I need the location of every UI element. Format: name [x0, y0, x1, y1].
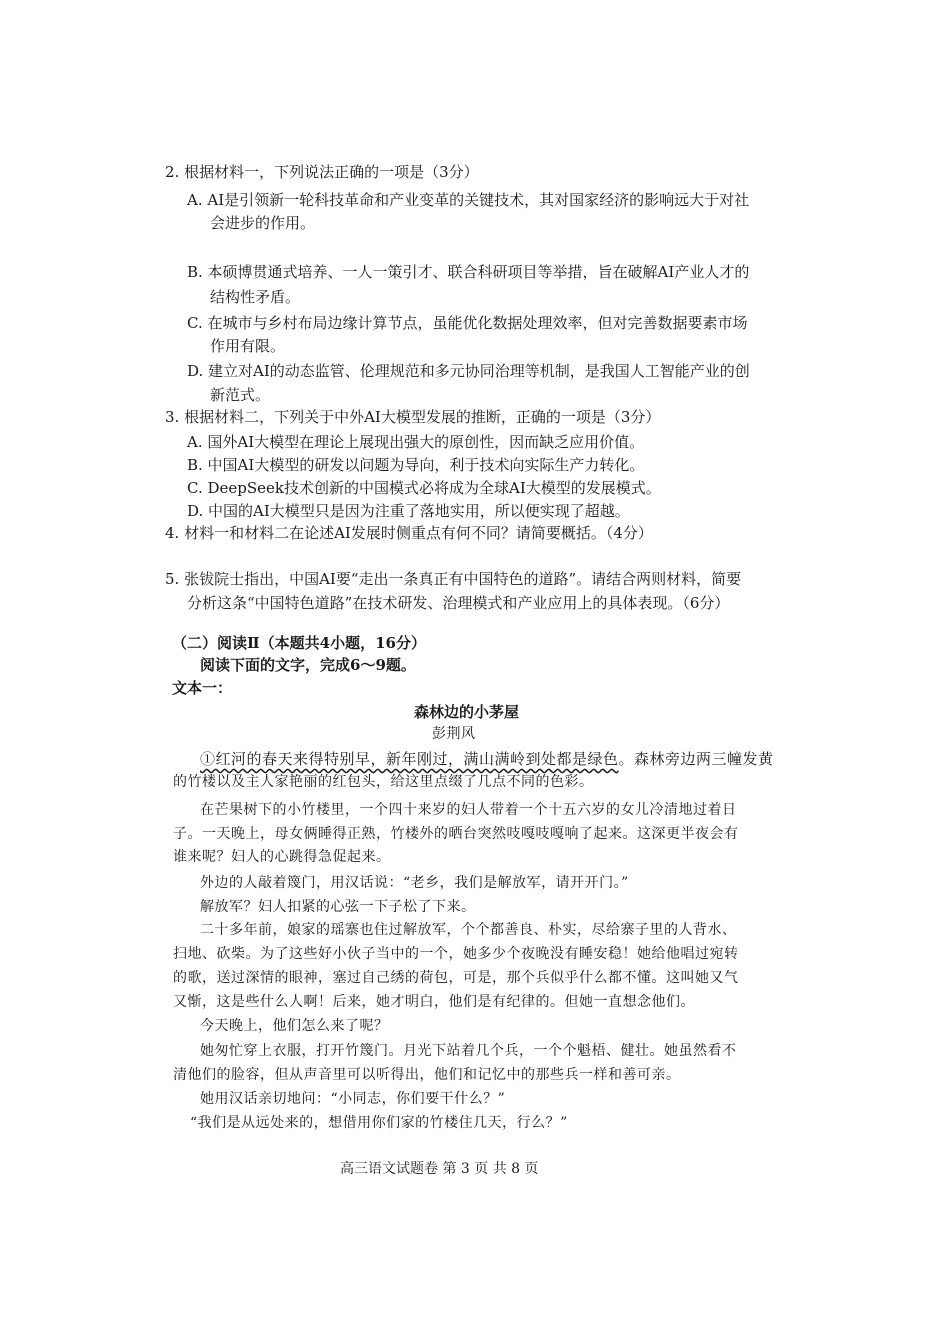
q3-option-a: A. 国外AI大模型在理论上展现出强大的原创性，因而缺乏应用价值。 — [187, 433, 645, 451]
q5-stem-line2: 分析这条“中国特色道路”在技术研发、治理模式和产业应用上的具体表现。（6分） — [187, 594, 730, 612]
underlined-sentence: ①红河的春天来得特别早，新年刚过，满山满岭到处都是绿色 — [200, 750, 619, 768]
q3-stem: 3. 根据材料二，下列关于中外AI大模型发展的推断，正确的一项是（3分） — [165, 408, 661, 426]
q2-option-a-line2: 会进步的作用。 — [210, 214, 316, 232]
paragraph-2-line3: 谁来呢？妇人的心跳得急促起来。 — [173, 849, 391, 865]
story-author: 彭荆风 — [432, 726, 476, 742]
paragraph-2-line2: 子。一天晚上，母女俩睡得正熟，竹楼外的晒台突然吱嘎吱嘎响了起来。这深更半夜会有 — [173, 826, 739, 842]
q2-stem: 2. 根据材料一，下列说法正确的一项是（3分） — [165, 163, 479, 181]
section-instruction: 阅读下面的文字，完成6～9题。 — [200, 656, 416, 674]
q3-option-b: B. 中国AI大模型的研发以问题为导向，利于技术向实际生产力转化。 — [187, 456, 645, 474]
paragraph-9: “我们是从远处来的，想借用你们家的竹楼住几天，行么？” — [190, 1115, 568, 1131]
q3-option-d: D. 中国的AI大模型只是因为注重了落地实用，所以便实现了超越。 — [187, 502, 630, 520]
q2-option-d-line2: 新范式。 — [210, 386, 271, 404]
paragraph-1-line2: 的竹楼以及主人家艳丽的红包头，给这里点缀了几点不同的色彩。 — [173, 774, 594, 790]
q2-option-c-line2: 作用有限。 — [210, 337, 286, 355]
q3-option-c: C. DeepSeek技术创新的中国模式必将成为全球AI大模型的发展模式。 — [187, 479, 661, 497]
q2-option-b-line1: B. 本硕博贯通式培养、一人一策引才、联合科研项目等举措，旨在破解AI产业人才的 — [187, 263, 750, 281]
paragraph-5-line4: 又惭，这是些什么人啊！后来，她才明白，他们是有纪律的。但她一直想念他们。 — [173, 994, 695, 1010]
q2-option-b-line2: 结构性矛盾。 — [210, 288, 301, 306]
paragraph-4: 解放军？妇人扣紧的心弦一下子松了下来。 — [200, 899, 476, 915]
q2-option-c-line1: C. 在城市与乡村布局边缘计算节点，虽能优化数据处理效率，但对完善数据要素市场 — [187, 314, 748, 332]
text-label: 文本一： — [172, 679, 233, 697]
q4-stem: 4. 材料一和材料二在论述AI发展时侧重点有何不同？请简要概括。（4分） — [165, 524, 653, 542]
paragraph-7-line2: 清他们的脸容，但从声音里可以听得出，他们和记忆中的那些兵一样和善可亲。 — [173, 1067, 681, 1083]
q5-stem-line1: 5. 张钹院士指出，中国AI要“走出一条真正有中国特色的道路”。请结合两则材料，简要 — [165, 570, 742, 588]
section-heading: （二）阅读Ⅱ（本题共4小题，16分） — [172, 634, 426, 652]
paragraph-5-line1: 二十多年前，娘家的瑶寨也住过解放军，个个都善良、朴实，尽给寨子里的人背水、 — [200, 922, 737, 938]
paragraph-5-line3: 的歌，送过深情的眼神，塞过自己绣的荷包，可是，那个兵似乎什么都不懂。这叫她又气 — [173, 970, 739, 986]
story-title: 森林边的小茅屋 — [414, 703, 520, 721]
paragraph-5-line2: 扫地、砍柴。为了这些好小伙子当中的一个，她多少个夜晚没有睡安稳！她给他唱过宛转 — [173, 946, 739, 962]
q2-option-d-line1: D. 建立对AI的动态监管、伦理规范和多元协同治理等机制，是我国人工智能产业的创 — [187, 362, 750, 380]
paragraph-7-line1: 她匆忙穿上衣服，打开竹篾门。月光下站着几个兵，一个个魁梧、健壮。她虽然看不 — [200, 1043, 737, 1059]
paragraph-1-line1 — [200, 749, 774, 769]
q2-option-a-line1: A. AI是引领新一轮科技革命和产业变革的关键技术，其对国家经济的影响远大于对社 — [187, 191, 750, 209]
paragraph-1-rest: 。森林旁边两三幢发黄 — [618, 750, 774, 768]
paragraph-3: 外边的人敲着篾门，用汉话说：“老乡，我们是解放军，请开开门。” — [200, 875, 629, 891]
paragraph-6: 今天晚上，他们怎么来了呢？ — [200, 1018, 389, 1034]
page-footer: 高三语文试题卷 第 3 页 共 8 页 — [340, 1161, 539, 1177]
paragraph-8: 她用汉话亲切地问：“小同志，你们要干什么？” — [200, 1091, 506, 1107]
paragraph-2-line1: 在芒果树下的小竹楼里，一个四十来岁的妇人带着一个十五六岁的女儿冷清地过着日 — [200, 802, 737, 818]
